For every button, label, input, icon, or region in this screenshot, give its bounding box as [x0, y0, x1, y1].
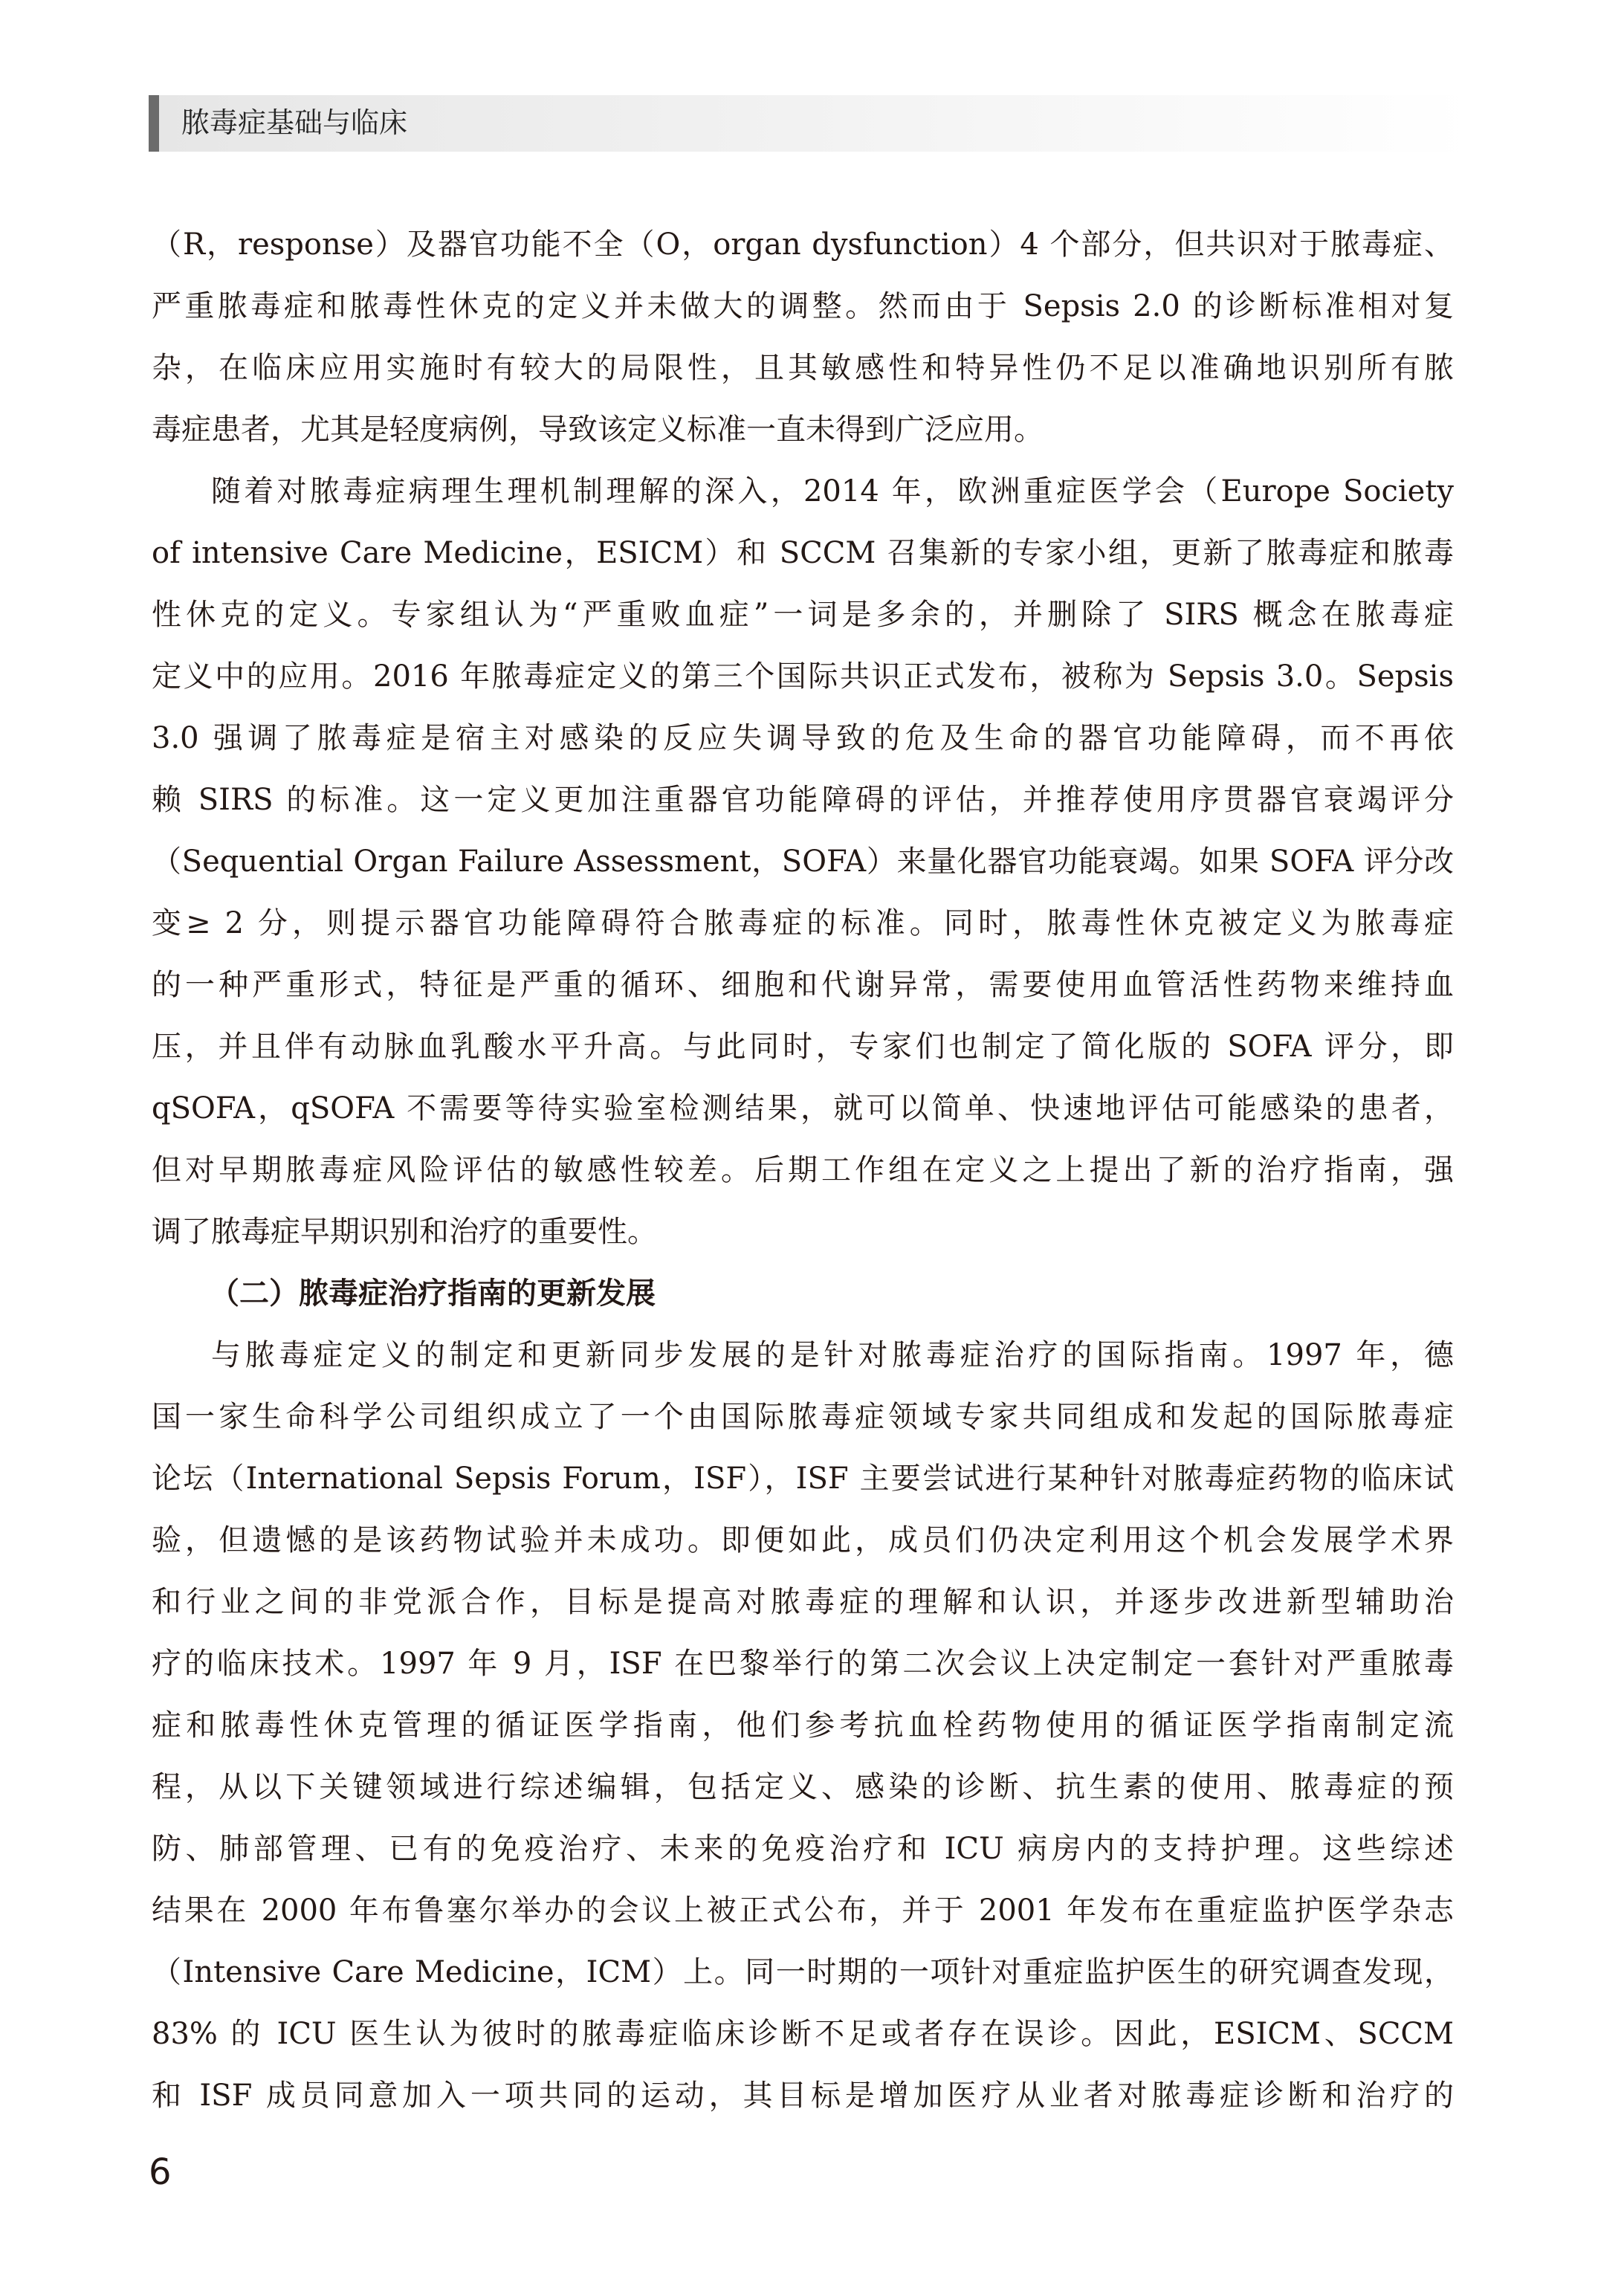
text-line: 赖 SIRS 的标准。这一定义更加注重器官功能障碍的评估，并推荐使用序贯器官衰竭评分 — [152, 783, 1454, 817]
text-line: 严重脓毒症和脓毒性休克的定义并未做大的调整。然而由于 Sepsis 2.0 的诊断标准相对复 — [152, 289, 1454, 323]
text-line: 但对早期脓毒症风险评估的敏感性较差。后期工作组在定义之上提出了新的治疗指南，强 — [152, 1153, 1454, 1187]
text-line: 论坛（International Sepsis Forum，ISF），ISF 主要尝试进行某种针对脓毒症药物的临床试 — [152, 1462, 1454, 1496]
text-line: 杂，在临床应用实施时有较大的局限性，且其敏感性和特异性仍不足以准确地识别所有脓 — [152, 351, 1454, 385]
text-line: qSOFA，qSOFA 不需要等待实验室检测结果，就可以简单、快速地评估可能感染的患者， — [152, 1091, 1454, 1126]
text-line: （Sequential Organ Failure Assessment，SOFA）来量化器官功能衰竭。如果 SOFA 评分改 — [152, 845, 1454, 879]
section-heading: （二）脓毒症治疗指南的更新发展 — [210, 1276, 656, 1311]
text-line: 83% 的 ICU 医生认为彼时的脓毒症临床诊断不足或者存在误诊。因此，ESICM、SCCM — [152, 2017, 1454, 2051]
text-line: 与脓毒症定义的制定和更新同步发展的是针对脓毒症治疗的国际指南。1997 年，德 — [211, 1338, 1454, 1372]
text-line: 疗的临床技术。1997 年 9 月，ISF 在巴黎举行的第二次会议上决定制定一套针对严重脓毒 — [152, 1647, 1454, 1681]
text-line: 定义中的应用。2016 年脓毒症定义的第三个国际共识正式发布，被称为 Sepsis 3.0。Sepsis — [152, 659, 1454, 694]
text-line: 防、肺部管理、已有的免疫治疗、未来的免疫治疗和 ICU 病房内的支持护理。这些综述 — [152, 1832, 1454, 1866]
text-line: 国一家生命科学公司组织成立了一个由国际脓毒症领域专家共同组成和发起的国际脓毒症 — [152, 1400, 1454, 1434]
text-line: 变≥ 2 分，则提示器官功能障碍符合脓毒症的标准。同时，脓毒性休克被定义为脓毒症 — [152, 906, 1454, 940]
text-line: 验，但遗憾的是该药物试验并未成功。即便如此，成员们仍决定利用这个机会发展学术界 — [152, 1523, 1454, 1557]
text-line: 3.0 强调了脓毒症是宿主对感染的反应失调导致的危及生命的器官功能障碍，而不再依 — [152, 721, 1454, 755]
text-line: 压，并且伴有动脉血乳酸水平升高。与此同时，专家们也制定了简化版的 SOFA 评分，即 — [152, 1030, 1454, 1064]
text-line: of intensive Care Medicine，ESICM）和 SCCM 召集新的专家小组，更新了脓毒症和脓毒 — [152, 536, 1454, 570]
text-line: 症和脓毒性休克管理的循证医学指南，他们参考抗血栓药物使用的循证医学指南制定流 — [152, 1708, 1454, 1743]
text-line: 结果在 2000 年布鲁塞尔举办的会议上被正式公布，并于 2001 年发布在重症监护医学杂志 — [152, 1893, 1454, 1928]
text-line: 和行业之间的非党派合作，目标是提高对脓毒症的理解和认识，并逐步改进新型辅助治 — [152, 1585, 1454, 1619]
text-line: 随着对脓毒症病理生理机制理解的深入，2014 年，欧洲重症医学会（Europe Society — [211, 474, 1454, 508]
body-text — [152, 214, 1454, 2127]
page-number: 6 — [149, 2151, 172, 2193]
running-header-title: 脓毒症基础与临床 — [181, 106, 408, 139]
text-line: 和 ISF 成员同意加入一项共同的运动，其目标是增加医疗从业者对脓毒症诊断和治疗的 — [152, 2079, 1454, 2113]
running-header-accent-bar — [149, 95, 159, 152]
text-line: 程，从以下关键领域进行综述编辑，包括定义、感染的诊断、抗生素的使用、脓毒症的预 — [152, 1770, 1454, 1804]
text-line: （R，response）及器官功能不全（O，organ dysfunction）4 个部分，但共识对于脓毒症、 — [152, 227, 1454, 262]
text-line: 调了脓毒症早期识别和治疗的重要性。 — [152, 1215, 657, 1249]
text-line: 性休克的定义。专家组认为“严重败血症”一词是多余的，并删除了 SIRS 概念在脓毒症 — [152, 598, 1454, 632]
text-line: （Intensive Care Medicine，ICM）上。同一时期的一项针对重症监护医生的研究调查发现， — [152, 1955, 1454, 1989]
text-line: 毒症患者，尤其是轻度病例，导致该定义标准一直未得到广泛应用。 — [152, 413, 1044, 447]
text-line: 的一种严重形式，特征是严重的循环、细胞和代谢异常，需要使用血管活性药物来维持血 — [152, 968, 1454, 1002]
